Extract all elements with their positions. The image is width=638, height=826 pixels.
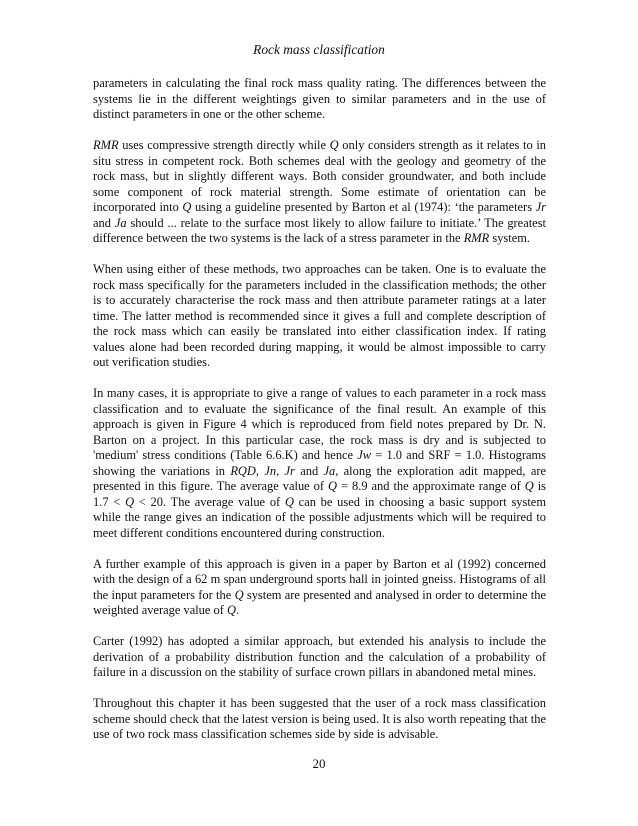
text-run: parameters in calculating the final rock mass quality rating. The differences between the systems lie in the different weightings given to similar parameters and in the use of distinct parameters in one or the other scheme. [93,76,546,121]
italic-term: Q [284,494,294,509]
italic-term: Ja [114,215,127,230]
italic-term: Q [234,587,244,602]
text-run: . [235,603,240,617]
italic-term: RMR [93,138,119,152]
paragraph [93,138,546,247]
paragraph [93,386,546,541]
italic-term: Jr [284,463,295,478]
italic-term: RMR [463,231,490,245]
page-number: 20 [312,756,326,771]
text-run: and [93,215,115,230]
text-run: and [294,463,324,478]
italic-term: Q [328,479,338,493]
paragraph [93,76,546,123]
document-body [93,76,546,758]
text-run: system. [489,231,531,245]
text-run: system are presented and analysed in order to determine the weighted average value of [93,587,546,617]
paragraph [93,696,546,743]
text-run: = 1.0 and SRF = 1.0. Histograms showing the variations in [93,448,546,478]
text-run: When using either of these methods, two approaches can be taken. One is to evaluate the rock mass specifically for the parameters included in the classification methods; the other is to accurately characterise the rock mass and then attribute parameter ratings at a later time. The latter method is recommended since it gives a full and complete description of the rock mass which can easily be translated into either classification index. If rating values alone had been recorded during mapping, it would be almost impossible to carry out verification studies. [93,262,546,369]
italic-term: Ja [323,463,336,478]
text-run: can be used in choosing a basic support system while the range gives an indication of the possible adjustments which will be required to meet different conditions encountered during construction. [93,494,546,540]
italic-term: Q [226,603,236,617]
paragraph [93,262,546,371]
italic-term: Q [524,479,534,493]
text-run: only considers strength as it relates to in situ stress in competent rock. Both schemes deal with the geology and geometry of the rock mass, but in slightly different ways. Both consider groundwater, and both include some component of rock material strength. Some estimate of orientation can be incorporated into [93,138,546,214]
text-run: Carter (1992) has adopted a similar approach, but extended his analysis to include the derivation of a probability distribution function and the calculation of a probability of failure in a discussion on the stability of surface crown pillars in abandoned metal mines. [93,634,546,679]
italic-term: Jw [357,448,372,462]
paragraph [93,557,546,619]
text-run: < 20. The average value of [134,494,285,509]
italic-term: Jn [264,463,277,478]
text-run: , [255,463,265,478]
text-run: In many cases, it is appropriate to give a range of values to each parameter in a rock mass classification and to evaluate the significance of the final result. An example of this approach is given in Figure 4 which is reproduced from field notes prepared by Dr. N. Barton on a project. In this particular case, the rock mass is dry and is subjected to 'medium' stress conditions (Table 6.6.K) and hence [93,386,546,462]
paragraph [93,634,546,681]
italic-term: Q [125,494,135,509]
italic-term: Q [329,138,339,152]
text-run: using a guideline presented by Barton et al (1974): ‘the parameters [191,200,536,214]
text-run: , [276,463,285,478]
text-run: Throughout this chapter it has been suggested that the user of a rock mass classification scheme should check that the latest version is being used. It is also worth repeating that the use of two rock mass classification schemes side by side is advisable. [93,696,546,741]
running-header: Rock mass classification [253,42,385,57]
italic-term: Jr [535,200,547,214]
text-run: should ... relate to the surface most likely to allow failure to initiate.’ The greatest difference between the two systems is the lack of a stress parameter in the [93,215,546,245]
italic-term: Q [182,200,192,214]
text-run: , along the exploration adit mapped, are presented in this figure. The average value of [93,463,547,493]
italic-term: RQD [230,463,256,478]
text-run: uses compressive strength directly while [118,138,330,152]
text-run: A further example of this approach is given in a paper by Barton et al (1992) concerned with the design of a 62 m span underground sports hall in jointed gneiss. Histograms of all the input parameters for the [93,556,546,602]
text-run: is 1.7 < [93,479,546,509]
text-run: = 8.9 and the approximate range of [337,479,525,493]
